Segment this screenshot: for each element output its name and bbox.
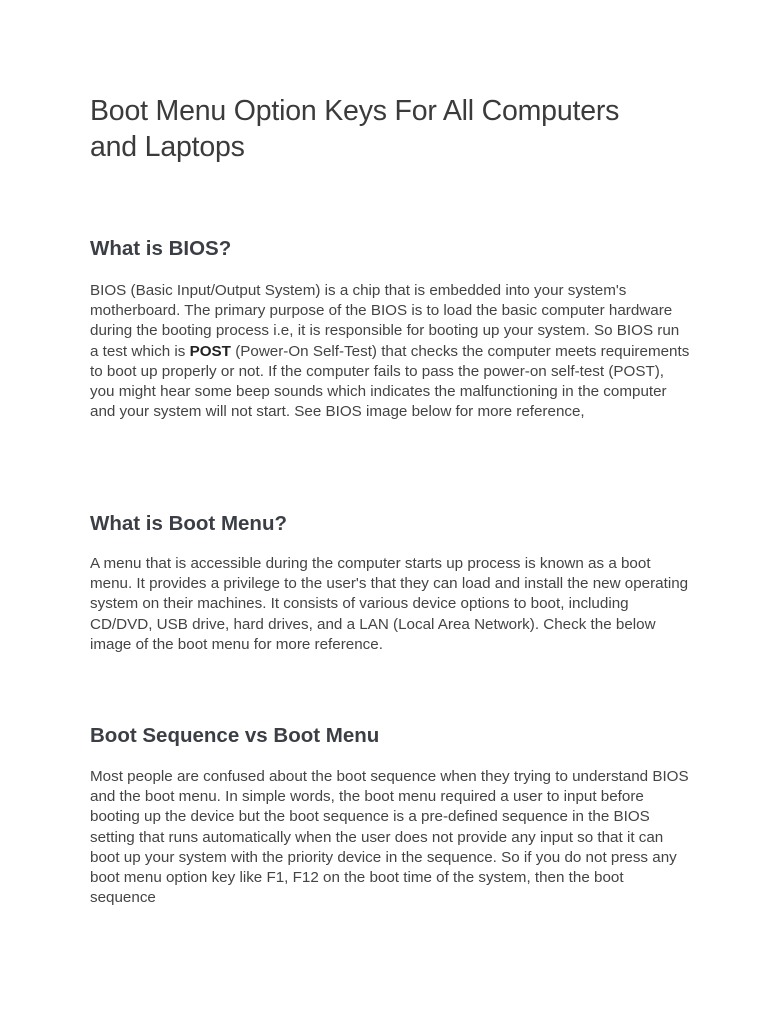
document-title-line-1: Boot Menu Option Keys For All Computers <box>90 95 620 127</box>
bios-text-before-post: BIOS (Basic Input/Output System) is a chip that is embedded into your system's motherboard. The primary purpose of the BIOS is to load the basic computer hardware during the booting process i.e, it is responsible for booting up your system. So BIOS run a test which is <box>90 282 680 360</box>
bios-text-after-post: (Power-On Self-Test) that checks the computer meets requirements to boot up properly or not. If the computer fails to pass the power-on self-test (POST), you might hear some beep sounds which indicates the malfunctioning in the computer and your system will not start. See BIOS image below for more reference, <box>90 342 690 421</box>
document-title <box>90 93 690 165</box>
document-title-line-2: and Laptops <box>90 131 245 163</box>
post-bold-term: POST <box>189 342 231 360</box>
section-paragraph-boot-menu: A menu that is accessible during the computer starts up process is known as a boot menu. It provides a privilege to the user's that they can load and install the new operating system on their machines. It consists of various device options to boot, including CD/DVD, USB drive, hard drives, and a LAN (Local Area Network). Check the below image of the boot menu for more reference. <box>90 555 689 653</box>
section-paragraph-boot-sequence: Most people are confused about the boot sequence when they trying to understand BIOS and the boot menu. In simple words, the boot menu required a user to input before booting up the device but the boot sequence is a pre-defined sequence in the BIOS setting that runs automatically when the user does not provide any input so that it can boot up your system with the priority device in the sequence. So if you do not press any boot menu option key like F1, F12 on the boot time of the system, then the boot sequence <box>90 768 689 907</box>
section-heading-boot-sequence: Boot Sequence vs Boot Menu <box>90 724 380 747</box>
section-heading-bios: What is BIOS? <box>90 237 232 260</box>
section-heading-boot-menu: What is Boot Menu? <box>90 512 288 535</box>
section-paragraph-bios <box>90 281 690 422</box>
